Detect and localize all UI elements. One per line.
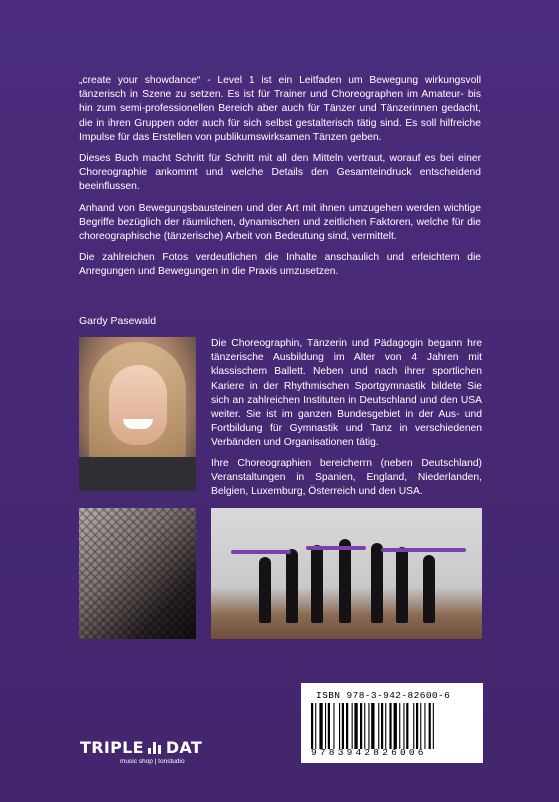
publisher-name-right: DAT (165, 738, 203, 757)
description-paragraph-4: Die zahlreichen Fotos verdeutlichen die Inhalte anschaulich und erleichtern die Anregungen und Bewegungen in die Praxis umzusetzen. (79, 252, 481, 278)
bio-paragraph-2: Ihre Choreographien bereicherrn (neben Deutschland) Veranstaltungen in Spanien, England, Niederlanden, Belgien, Luxemburg, Österreich und den USA. (211, 457, 482, 498)
description-paragraph-2: Dieses Buch macht Schritt für Schritt mit all den Mitteln vertraut, worauf es bei einer Choreographie ankommt und welche Details den Gesamteindruck entscheidend beeinflussen. (79, 153, 481, 193)
description-paragraph-3: Anhand von Bewegungsbausteinen und der Art mit ihnen umzugehen werden wichtige Begriffe bezüglich der räumlichen, dynamischen und zeitlichen Faktoren, welche für die choreographische (tänzerische) Arbeit von Bedeutung sind, vermittelt. (79, 202, 481, 243)
publisher-logo (80, 738, 202, 765)
barcode-digits: 9783942826006 (311, 747, 427, 758)
book-description (79, 74, 481, 287)
bio-paragraph-1: Die Choreographin, Tänzerin und Pädagogin begann hre tänzerische Ausbildung im Alter von 4 Jahren mit klassischem Ballett. Neben und nach ihrer sportlichen Kariere in der Rhythmischen Sportgymnastik bildete Sie sich an zahlreichen Instituten in Deutschland und den USA weiter. Sie ist im ganzen Bundesgebiet in der Aus- und Fortbildung für Gymnastik und Tanz in verschiedenen Verbänden und Organisationen tätig. (211, 338, 482, 449)
description-paragraph-1: „create your showdance“ - Level 1 ist ein Leitfaden um Bewegung wirkungsvoll tänzerisch in Szene zu setzen. Es ist für Trainer und Choreographen im Amateur- bis hin zum semi-professionellen Bereich aber auch für Tänzer und Tänzerinnen gedacht, die in ihren Gruppen oder auch für sich selbst gestalterisch tätig sind. Es soll hilfreiche Impulse für das Erstellen von publikumswirksamen Tänzen geben. (79, 75, 481, 143)
equalizer-icon (148, 742, 162, 754)
publisher-name-left: TRIPLE (80, 738, 144, 757)
publisher-tagline: music shop | tonstudio (120, 758, 185, 765)
author-portrait-photo (79, 337, 196, 491)
author-name: Gardy Pasewald (79, 315, 157, 327)
author-biography (211, 337, 482, 505)
dance-group-photo (211, 508, 482, 639)
barcode-bars (311, 703, 474, 749)
isbn-barcode (301, 683, 483, 763)
isbn-label: ISBN 978-3-942-82600-6 (316, 690, 451, 701)
dancer-closeup-photo (79, 508, 196, 639)
